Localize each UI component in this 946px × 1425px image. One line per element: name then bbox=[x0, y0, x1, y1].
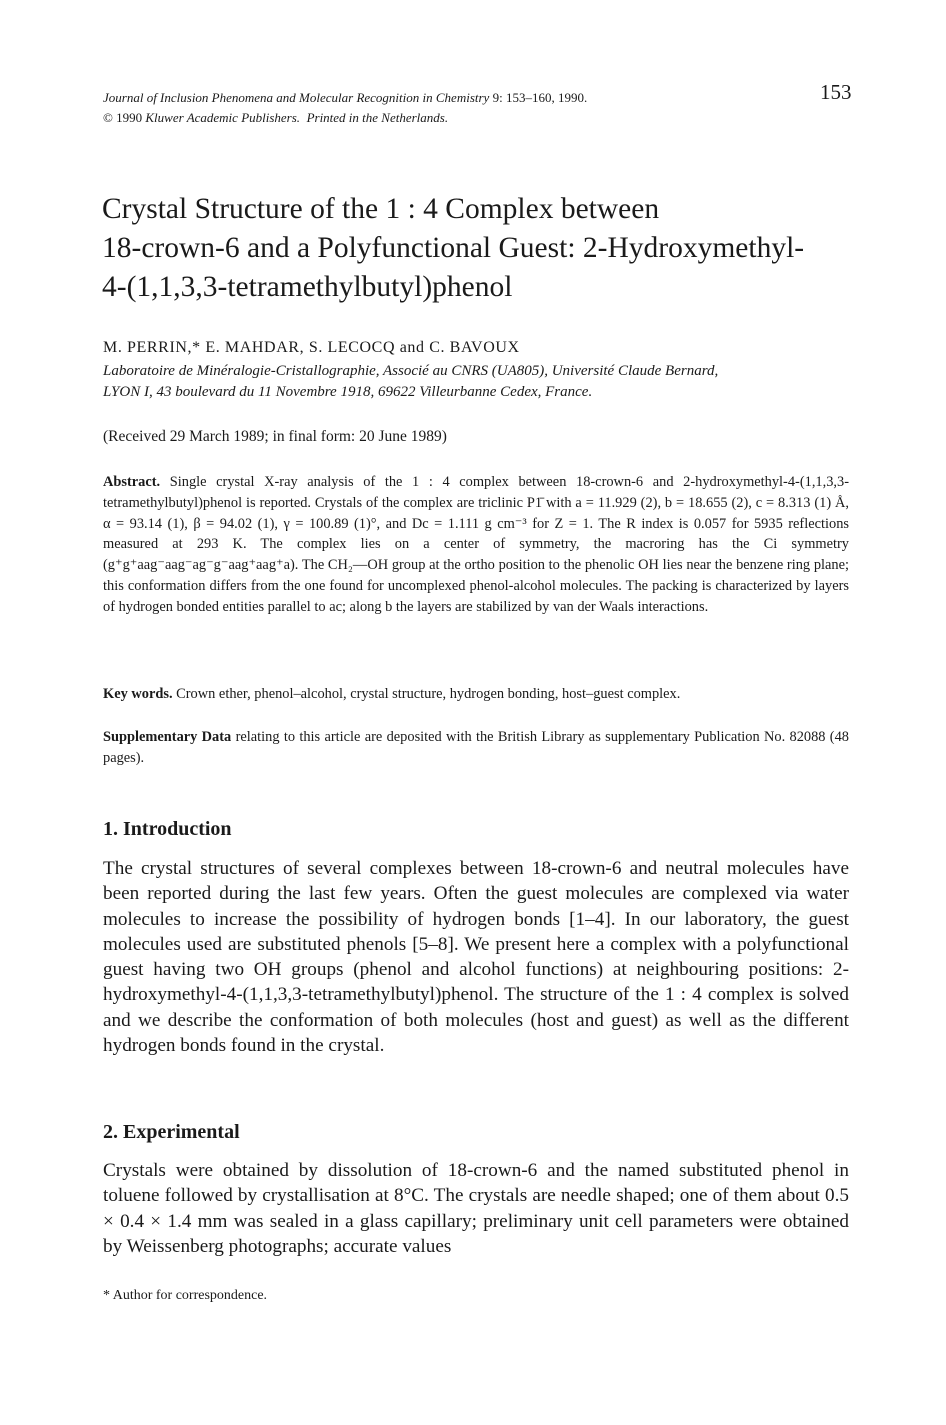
journal-pages: : 153–160, 1990. bbox=[499, 90, 588, 105]
printed-in: Printed in the Netherlands. bbox=[306, 110, 449, 125]
affiliation-line-1: Laboratoire de Minéralogie-Cristallographie, Associé au CNRS (UA805), Université Claude Bernard, bbox=[103, 363, 719, 379]
section-heading-experimental: 2. Experimental bbox=[103, 1121, 240, 1143]
journal-name: Journal of Inclusion Phenomena and Molecular Recognition in Chemistry bbox=[103, 90, 490, 105]
journal-citation bbox=[103, 88, 743, 128]
keywords-text: Crown ether, phenol–alcohol, crystal structure, hydrogen bonding, host–guest complex. bbox=[172, 686, 681, 702]
title-line-3: 4-(1,1,3,3-tetramethylbutyl)phenol bbox=[102, 271, 513, 303]
authors: M. PERRIN,* E. MAHDAR, S. LECOCQ and C. BAVOUX bbox=[103, 339, 520, 356]
publisher: Kluwer Academic Publishers. bbox=[145, 110, 301, 125]
supplementary-label: Supplementary Data bbox=[103, 729, 232, 745]
keywords-label: Key words. bbox=[103, 686, 173, 702]
introduction-paragraph: The crystal structures of several complexes between 18-crown-6 and neutral molecules have been reported during the last few years. Often the guest molecules are complexed via water molecules to increase the possibility of hydrogen bonds [1–4]. In our laboratory, the guest molecules used are substituted phenols [5–8]. We present here a complex with a polyfunctional guest having two OH groups (phenol and alcohol functions) at neighbouring positions: 2-hydroxymethyl-4-(1,1,3,3-tetramethylbutyl)phenol. The structure of the 1 : 4 complex is solved and we describe the conformation of both molecules (host and guest) as well as the different hydrogen bonds found in the crystal. bbox=[103, 858, 849, 1057]
affiliation bbox=[103, 361, 863, 403]
section-heading-introduction: 1. Introduction bbox=[103, 818, 232, 840]
title-line-2: 18-crown-6 and a Polyfunctional Guest: 2-Hydroxymethyl- bbox=[102, 232, 805, 264]
article-title bbox=[102, 190, 862, 307]
abstract bbox=[103, 472, 849, 618]
received-dates: (Received 29 March 1989; in final form: 20 June 1989) bbox=[103, 428, 447, 445]
experimental-paragraph: Crystals were obtained by dissolution of 18-crown-6 and the named substituted phenol in toluene followed by crystallisation at 8°C. The crystals are needle shaped; one of them about 0.5 × 0.4 × 1.4 mm was sealed in a glass capillary; preliminary unit cell parameters were obtained by Weissenberg photographs; accurate values bbox=[103, 1160, 849, 1257]
abstract-label: Abstract. bbox=[103, 474, 161, 490]
footnote: * Author for correspondence. bbox=[103, 1288, 268, 1303]
copyright: © 1990 bbox=[103, 110, 143, 125]
journal-line-1 bbox=[103, 88, 743, 108]
supplementary-data bbox=[103, 727, 849, 769]
keywords bbox=[103, 684, 849, 705]
journal-volume: 9 bbox=[492, 90, 500, 105]
page-number: 153 bbox=[820, 80, 852, 104]
journal-line-2 bbox=[103, 108, 743, 128]
abstract-text: Single crystal X-ray analysis of the 1 : 4 complex between 18-crown-6 and 2-hydroxymethyl-4-(1,1,3,3-tetramethylbutyl)phenol is reported. Crystals of the complex are triclinic P1̄ with a = 11.929 (2), b = 18.655 (2), c = 8.313 (1) Å, α = 93.14 (1), β = 94.02 (1), γ = 100.89 (1)°, and Dc = 1.111 g cm⁻³ for Z = 1. The R index is 0.057 for 5935 reflections measured at 293 K. The complex lies on a center of symmetry, the macroring has the Ci symmetry (g⁺g⁺aag⁻aag⁻ag⁻g⁻aag⁺aag⁺a). The CH₂—OH group at the ortho position to the phenolic OH lies near the benzene ring plane; this conformation differs from the one found for uncomplexed phenol-alcohol molecules. The packing is characterized by layers of hydrogen bonded entities parallel to ac; along b the layers are stabilized by van der Waals interactions. bbox=[103, 474, 849, 615]
supplementary-text: relating to this article are deposited with the British Library as supplementary Publication No. 82088 (48 pages). bbox=[103, 729, 849, 766]
affiliation-line-2: LYON I, 43 boulevard du 11 Novembre 1918, 69622 Villeurbanne Cedex, France. bbox=[103, 384, 593, 400]
title-line-1: Crystal Structure of the 1 : 4 Complex between bbox=[102, 193, 660, 225]
